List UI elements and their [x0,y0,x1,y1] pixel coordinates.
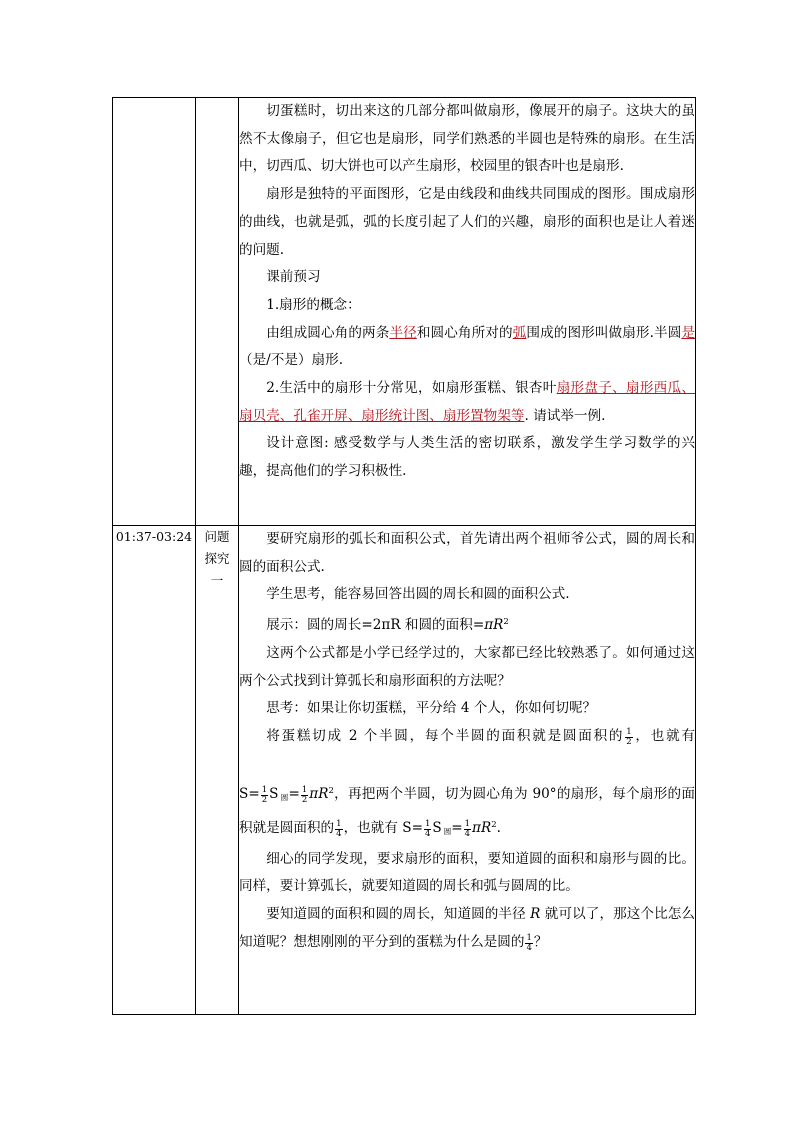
answer-blank: 弧 [512,324,527,341]
fraction: $\frac{1}{4}$ [424,818,431,839]
cake-paragraph: 将蛋糕切成 2 个半圆，每个半圆的面积就是圆面积的 $\frac{1}{2}$ ，也就有S= $\frac{1}{2}$ S $_圆$= $\frac{1}{2}$ $\pi R^2$，再把两个半圆，切为圆心角为 90°的扇形，每个扇形的面积就是圆面积的 $\frac{1}{4}$ ，也就有 S= $\frac{1}{4}$ S $_圆$= $\frac{1}{4}$ $\pi R^2$. [239,726,695,839]
table-row [113,526,696,1015]
answer-blank: 是 [681,324,696,341]
intro-paragraph: 切蛋糕时，切出来这的几部分都叫做扇形，像展开的扇子。这块大的虽然不太像扇子，但它也是扇形，同学们熟悉的半圆也是特殊的扇形。在生活中，切西瓜、切大饼也可以产生扇形，校园里的银杏叶也是扇形. [239,103,695,175]
fraction: $\frac{1}{2}$ [626,726,632,747]
fraction: $\frac{1}{2}$ [261,785,268,806]
paragraph: 学生思考，能容易回答出圆的周长和圆的面积公式. [266,586,570,603]
formula-paragraph: 展示：圆的周长=2πR 和圆的面积$=\pi R^2$ [266,617,509,634]
paragraph: 这两个公式都是小学已经学过的，大家都已经比较熟悉了。如何通过这两个公式找到计算弧长和扇形面积的方法呢？ [239,644,695,689]
paragraph: 细心的同学发现，要求扇形的面积，要知道圆的面积和扇形与圆的比。同样，要计算弧长，就要知道圆的周长和弧与圆周的比。 [239,850,695,895]
lesson-table [112,97,696,1015]
paragraph: 思考：如果让你切蛋糕，平分给 4 个人，你如何切呢？ [266,700,597,717]
paragraph: 要研究扇形的弧长和面积公式，首先请出两个祖师爷公式，圆的周长和圆的面积公式. [239,531,695,575]
concept-heading: 1.扇形的概念： [266,296,361,313]
sector-description: 扇形是独特的平面图形，它是由线段和曲线共同围成的图形。围成扇形的曲线，也就是弧，弧的长度引起了人们的兴趣，扇形的面积也是让人着迷的问题. [239,186,695,258]
answer-blank: 扇形盘子、扇形西瓜、扇贝壳、孔雀开屏、扇形统计图、扇形置物架等 [239,380,696,424]
design-intent: 设计意图: 感受数学与人类生活的密切联系，激发学生学习数学的兴趣，提高他们的学习积极性. [239,435,695,480]
content-cell [239,98,696,526]
fraction: $\frac{1}{4}$ [526,932,532,953]
topic-text: 问题 [204,529,230,544]
fraction: $\frac{1}{2}$ [301,785,308,806]
topic-text: 探究 [204,551,230,566]
time-cell [113,98,196,526]
examples-paragraph: 2.生活中的扇形十分常见，如扇形蛋糕、银杏叶扇形盘子、扇形西瓜、扇贝壳、孔雀开屏、扇形统计图、扇形置物架等. 请试举一例. [239,380,696,424]
topic-cell [196,526,239,1015]
ratio-question: 要知道圆的面积和圆的周长，知道圆的半径 R 就可以了，那这个比怎么知道呢？想想刚刚的平分到的蛋糕为什么是圆的 $\frac{1}{4}$ ？ [239,906,696,953]
time-cell: 01:37-03:24 [113,526,196,1015]
concept-definition: 由组成圆心角的两条半径和圆心角所对的弧围成的图形叫做扇形.半圆是（是/不是）扇形. [239,324,696,369]
fraction: $\frac{1}{4}$ [336,818,342,839]
preview-heading: 课前预习 [266,269,321,286]
content-cell [239,526,696,1015]
topic-text: 一 [210,573,224,588]
fraction: $\frac{1}{4}$ [464,818,471,839]
topic-cell [196,98,239,526]
table-row [113,98,696,526]
answer-blank: 半径 [389,324,417,341]
